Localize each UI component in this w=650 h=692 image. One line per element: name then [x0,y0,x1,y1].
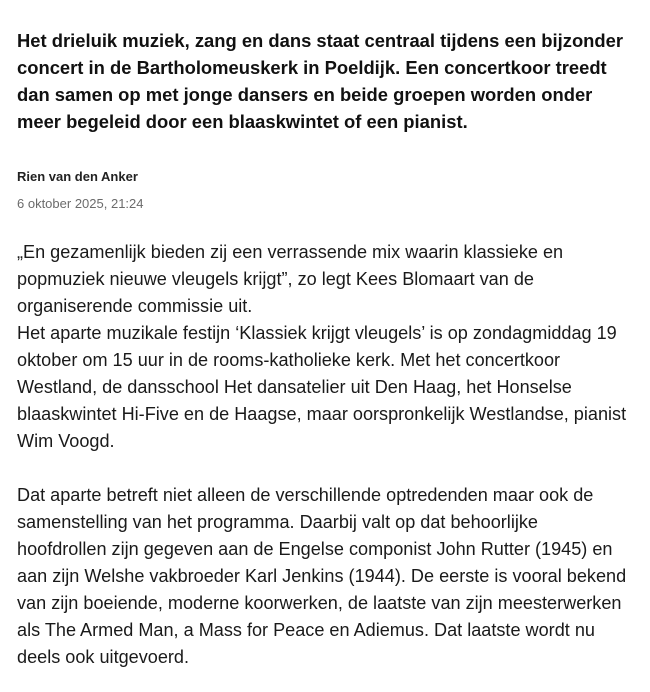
article-author[interactable]: Rien van den Anker [17,169,138,184]
article-paragraph-festival: Het aparte muzikale festijn ‘Klassiek krijgt vleugels’ is op zondagmiddag 19 oktober om 15 uur in de rooms-katholieke kerk. Met het concertkoor Westland, de dansschool Het dansatelier uit Den Haag, het Honselse blaaskwintet Hi-Five en de Haagse, maar oorspronkelijk Westlandse, pianist Wim Voogd. [17,323,627,451]
article-paragraph-quote: „En gezamenlijk bieden zij een verrassende mix waarin klassieke en popmuziek nieuwe vleugels krijgt”, zo legt Kees Blomaart van de organiserende commissie uit. [17,242,564,316]
article-body [17,212,632,671]
article-lead: Het drieluik muziek, zang en dans staat centraal tijdens een bijzonder concert in de Bartholomeuskerk in Poeldijk. Een concertkoor treedt dan samen op met jonge dansers en beide groepen worden onder meer begeleid door een blaaskwintet of een pianist. [17,30,624,132]
article-date: 6 oktober 2025, 21:24 [17,196,144,211]
article-paragraph-program: Dat aparte betreft niet alleen de verschillende optredenden maar ook de samenstelling van het programma. Daarbij valt op dat behoorlijke hoofdrollen zijn gegeven aan de Engelse componist John Rutter (1945) en aan zijn Welshe vakbroeder Karl Jenkins (1944). De eerste is vooral bekend van zijn boeiende, moderne koorwerken, de laatste van zijn meesterwerken als The Armed Man, a Mass for Peace en Adiemus. Dat laatste wordt nu deels ook uitgevoerd. [17,485,627,667]
